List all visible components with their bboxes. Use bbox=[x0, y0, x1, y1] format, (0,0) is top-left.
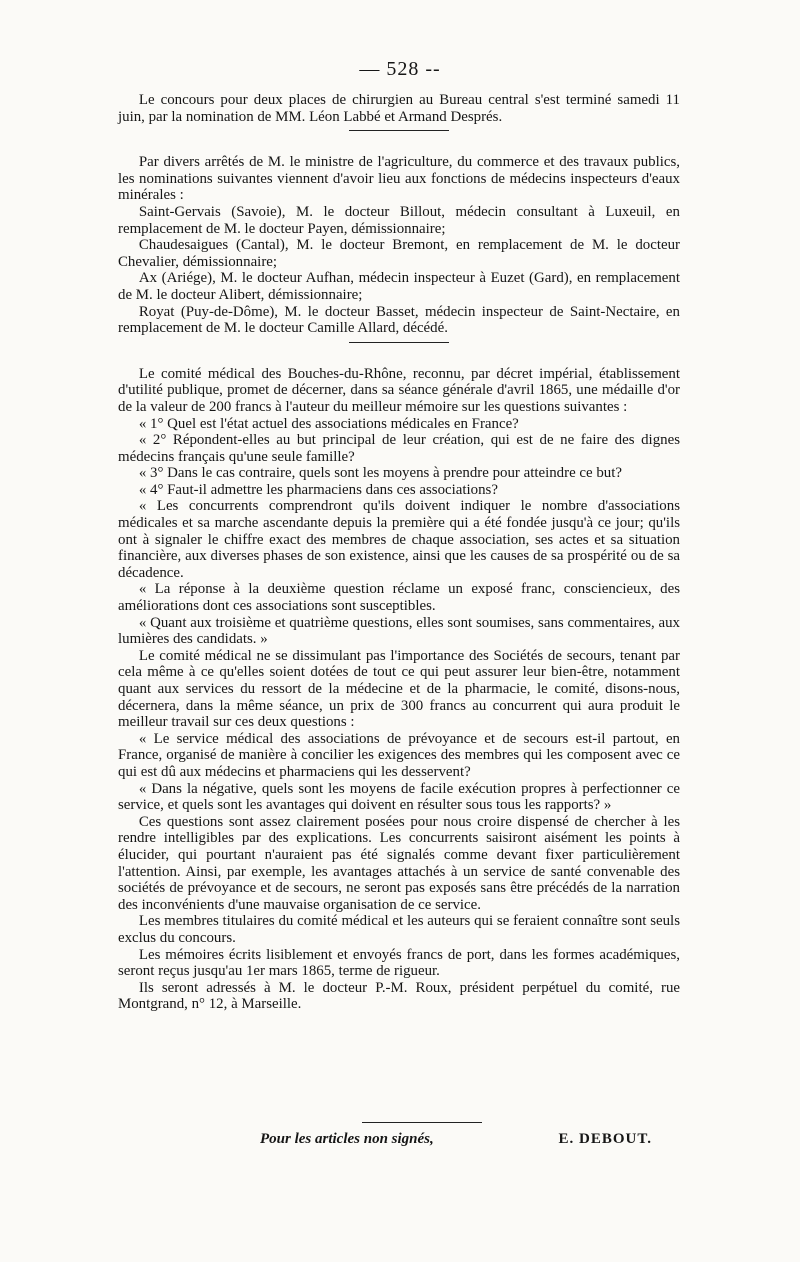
paragraph-reponse: « La réponse à la deuxième question réclame un exposé franc, consciencieux, des améliorations dont ces associations sont susceptibles. bbox=[118, 581, 680, 615]
question-1: « 1° Quel est l'état actuel des associations médicales en France? bbox=[138, 415, 519, 432]
question-3: « 3° Dans le cas contraire, quels sont les moyens à prendre pour atteindre ce but? bbox=[138, 465, 622, 482]
paragraph-royat: Royat (Puy-de-Dôme), M. le docteur Basset, médecin inspecteur de Saint-Nectaire, en remplacement de M. le docteur Camille Allard, décédé. bbox=[118, 303, 680, 337]
paragraph-concours: Le concours pour deux places de chirurgien au Bureau central s'est terminé samedi 11 juin, par la nomination de MM. Léon Labbé et Armand Després. bbox=[118, 92, 680, 125]
paragraph-saint-gervais: Saint-Gervais (Savoie), M. le docteur Billout, médecin consultant à Luxeuil, en remplacement de M. le docteur Payen, démissionnaire; bbox=[118, 203, 680, 237]
paragraph-comite-medical: Le comité médical des Bouches-du-Rhône, reconnu, par décret impérial, établissement d'utilité publique, promet de décerner, dans sa séance générale d'avril 1865, une médaille d'or de la valeur de 200 francs à l'auteur du meilleur mémoire sur les questions suivantes : bbox=[118, 365, 680, 415]
paragraph-arretes: Par divers arrêtés de M. le ministre de l'agriculture, du commerce et des travaux publics, les nominations suivantes viennent d'avoir lieu aux fonctions de médecins inspecteurs d'eaux minérales : bbox=[118, 154, 680, 204]
signature-name: E. DEBOUT. bbox=[558, 1131, 652, 1147]
question-4: « 4° Faut-il admettre les pharmaciens dans ces associations? bbox=[138, 481, 498, 498]
separator-rule bbox=[362, 1122, 482, 1123]
text-column bbox=[118, 92, 680, 1013]
paragraph-concurrents: « Les concurrents comprendront qu'ils doivent indiquer le nombre d'associations médicales et sa marche ascendante depuis la première qui a été fondée jusqu'à ce jour; qu'ils ont à signaler le chiffre exact des membres de chaque association, ses actes et sa situation financière, aux diverses phases de son existence, ainsi que les causes de sa prospérité ou de sa décadence. bbox=[118, 498, 680, 581]
paragraph-chaudesaigues: Chaudesaigues (Cantal), M. le docteur Bremont, en remplacement de M. le docteur Chevalier, démissionnaire; bbox=[118, 237, 680, 270]
question-negative: « Dans la négative, quels sont les moyens de facile exécution propres à perfectionner ce service, et quels sont les avantages qui doivent en résulter sous tous les rapports? » bbox=[118, 780, 680, 814]
paragraph-quant-aux: « Quant aux troisième et quatrième questions, elles sont soumises, sans commentaires, aux lumières des candidats. » bbox=[118, 614, 680, 648]
paragraph-adresse: Ils seront adressés à M. le docteur P.-M. Roux, président perpétuel du comité, rue Montgrand, n° 12, à Marseille. bbox=[118, 979, 680, 1013]
separator-rule bbox=[349, 342, 449, 343]
paragraph-membres-exclus: Les membres titulaires du comité médical et les auteurs qui se feraient connaître sont seuls exclus du concours. bbox=[118, 913, 680, 946]
paragraph-ax: Ax (Ariége), M. le docteur Aufhan, médecin inspecteur à Euzet (Gard), en remplacement de M. le docteur Alibert, démissionnaire; bbox=[118, 270, 680, 303]
signature-label: Pour les articles non signés, bbox=[260, 1131, 434, 1147]
page-number: — 528 -- bbox=[359, 58, 441, 80]
paragraph-memoires: Les mémoires écrits lisiblement et envoyés francs de port, dans les formes académiques, seront reçus jusqu'au 1er mars 1865, terme de rigueur. bbox=[118, 946, 680, 980]
question-service-medical: « Le service médical des associations de prévoyance et de secours est-il partout, en France, organisé de manière à concilier les exigences des membres qui les composent avec ce qui est dû aux médecins et pharmaciens qui les desservent? bbox=[118, 730, 680, 780]
paragraph-explications: Ces questions sont assez clairement posées pour nous croire dispensé de chercher à les rendre intelligibles par des explications. Les concurrents saisiront aisément les points à élucider, qui pourtant n'auraient pas été signalés comme devant fixer particulièrement l'attention. Ainsi, par exemple, les avantages attachés à un service de santé convenable des sociétés de prévoyance et de secours, ne seront pas exposés sans être précédés de la narration des inconvénients d'une mauvaise organisation de ce service. bbox=[118, 813, 680, 913]
paragraph-societes-secours: Le comité médical ne se dissimulant pas l'importance des Sociétés de secours, tenant par cela même à ce qu'elles soient dotées de tout ce qui peut assurer leur bien-être, notamment quant aux services du ressort de la médecine et de la pharmacie, le comité, disons-nous, décernera, dans la même séance, un prix de 300 francs au concurrent qui aura produit le meilleur travail sur ces deux questions : bbox=[118, 647, 680, 731]
separator-rule bbox=[349, 130, 449, 131]
question-2: « 2° Répondent-elles au but principal de leur création, qui est de ne faire des dignes médecins français qu'une seule famille? bbox=[118, 432, 680, 465]
